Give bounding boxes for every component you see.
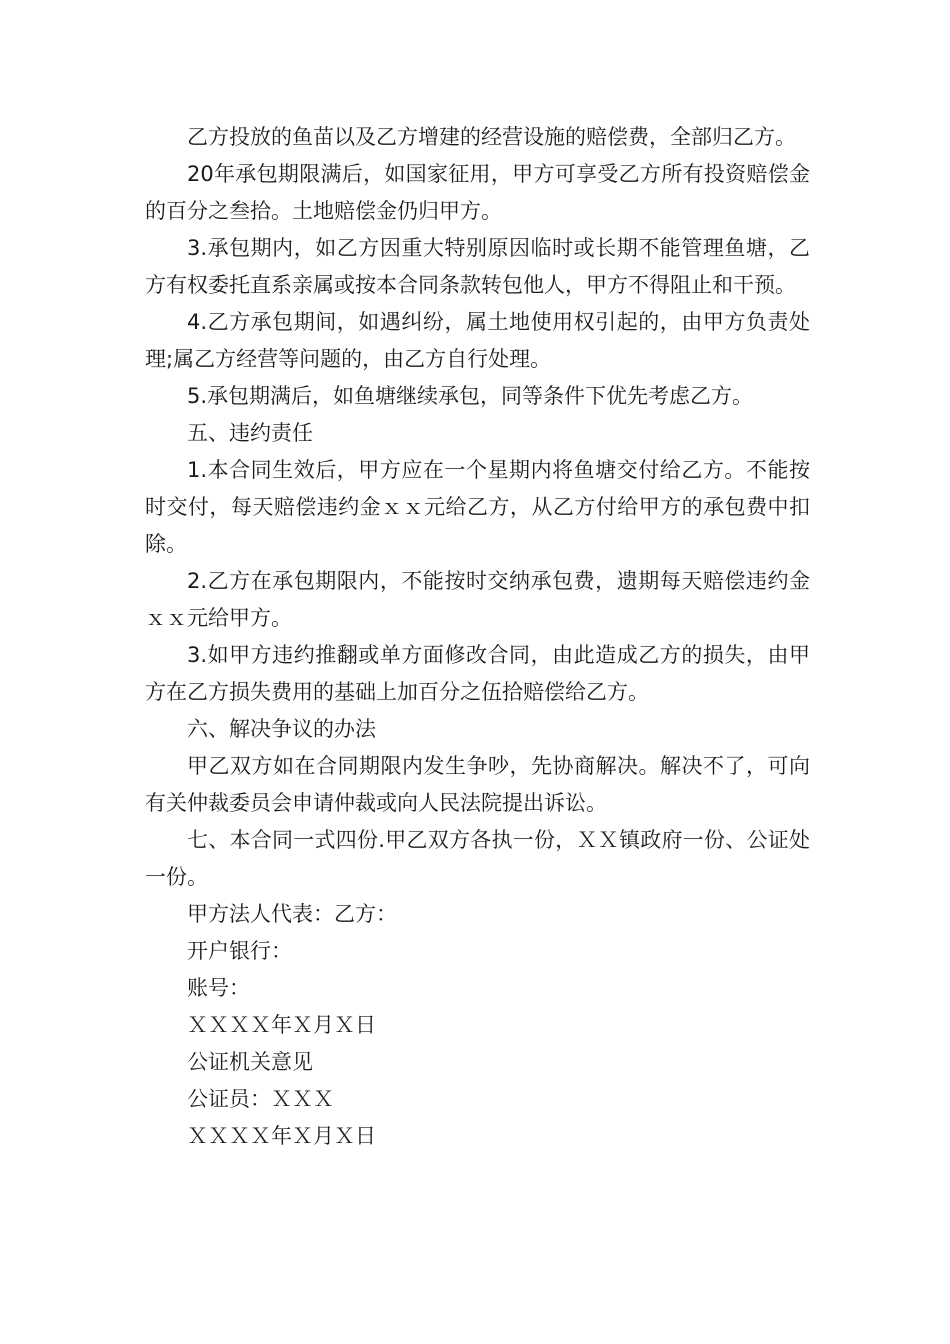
paragraph-breach-1: 1.本合同生效后，甲方应在一个星期内将鱼塘交付给乙方。不能按时交付，每天赔偿违约金ｘｘ元给乙方，从乙方付给甲方的承包费中扣除。 — [145, 458, 810, 556]
notary-opinion: 公证机关意见 — [187, 1050, 313, 1074]
paragraph-clause-4: 4.乙方承包期间，如遇纠纷，属土地使用权引起的，由甲方负责处理;属乙方经营等问题的，由乙方自行处理。 — [145, 310, 810, 371]
signature-representatives: 甲方法人代表：乙方： — [187, 902, 397, 926]
section-heading-dispute: 六、解决争议的办法 — [187, 717, 376, 741]
document-body — [145, 119, 810, 1155]
paragraph-breach-2: 2.乙方在承包期限内，不能按时交纳承包费，遗期每天赔偿违约金ｘｘ元给甲方。 — [145, 569, 810, 630]
paragraph-copies: 七、本合同一式四份.甲乙双方各执一份，ＸＸ镇政府一份、公证处一份。 — [145, 828, 810, 889]
signature-account: 账号： — [187, 976, 250, 1000]
paragraph-dispute: 甲乙双方如在合同期限内发生争吵，先协商解决。解决不了，可向有关仲裁委员会申请仲裁或向人民法院提出诉讼。 — [145, 754, 810, 815]
paragraph-clause-3: 3.承包期内，如乙方因重大特别原因临时或长期不能管理鱼塘，乙方有权委托直系亲属或按本合同条款转包他人，甲方不得阻止和干预。 — [145, 236, 810, 297]
signature-date: ＸＸＸＸ年Ｘ月Ｘ日 — [187, 1013, 376, 1037]
paragraph-expropriation: 20年承包期限满后，如国家征用，甲方可享受乙方所有投资赔偿金的百分之叁拾。土地赔偿金仍归甲方。 — [145, 162, 810, 223]
signature-bank: 开户银行： — [187, 939, 292, 963]
notary-date: ＸＸＸＸ年Ｘ月Ｘ日 — [187, 1124, 376, 1148]
notary-officer: 公证员：ＸＸＸ — [187, 1087, 334, 1111]
paragraph-breach-3: 3.如甲方违约推翻或单方面修改合同，由此造成乙方的损失，由甲方在乙方损失费用的基础上加百分之伍拾赔偿给乙方。 — [145, 643, 810, 704]
section-heading-breach: 五、违约责任 — [187, 421, 313, 445]
paragraph-clause-5: 5.承包期满后，如鱼塘继续承包，同等条件下优先考虑乙方。 — [187, 384, 754, 408]
paragraph-compensation-fry: 乙方投放的鱼苗以及乙方增建的经营设施的赔偿费，全部归乙方。 — [187, 125, 796, 149]
